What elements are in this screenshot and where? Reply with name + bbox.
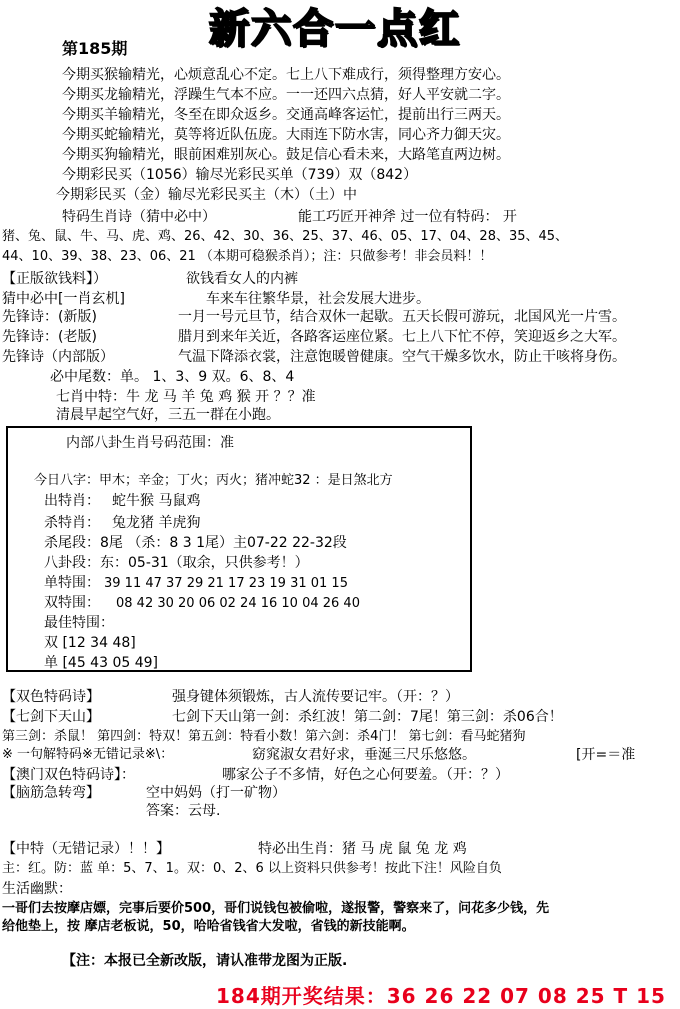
- humor-label: 生活幽默：: [2, 881, 72, 897]
- genuine-label: 【正版欲钱料】）: [2, 271, 107, 287]
- notice: 【注：本报已全新改版，请认准带龙图为正版.: [62, 953, 348, 969]
- pioneer-old-label: 先锋诗：(老版): [2, 329, 97, 345]
- tail-numbers: 必中尾数：单。 1、3、9 双。6、8、4: [50, 369, 295, 385]
- mystery-text: 车来车往繁华景，社会发展大进步。: [206, 291, 430, 307]
- macau-label: 【澳门双色特码诗】：: [2, 767, 135, 783]
- bazi-line: 今日八字：甲木；辛金；丁火；丙火；猪冲蛇32 ：是日煞北方: [34, 473, 393, 488]
- seven-swords-text: 七剑下天山第一剑：杀红波！第二剑：7尾！第三剑：杀06合！: [172, 709, 563, 725]
- dante-value: 39 11 47 37 29 21 17 23 19 31 01 15: [104, 576, 348, 591]
- one-line-label: ※ 一句解特码※无错记录※\：: [2, 747, 174, 762]
- best-label: 最佳特围：: [44, 615, 114, 631]
- double-color-text: 强身键体须锻炼，古人流传要记牢。（开：？）: [172, 689, 459, 705]
- page-title: 新六合一点红: [209, 6, 461, 52]
- seven-zodiac: 七肖中特：牛 龙 马 羊 兔 鸡 猴 开 ？？准: [56, 389, 316, 405]
- pioneer-new-text: 一月一号元旦节，结合双休一起歇。五天长假可游玩，北国风光一片雪。: [178, 309, 626, 325]
- humor-text-2: 给他垫上，按 摩店老板说，50，哈哈省钱省大发啦，省钱的新技能啊。: [2, 919, 415, 934]
- lottery-line-1: 今期彩民买（1056）输尽光彩民买单（739）双（842）: [62, 167, 418, 183]
- number-list-1: 猪、兔、鼠、牛、马、虎、鸡、26、42、30、36、25、37、46、05、17、04、28、35、45、: [2, 229, 569, 244]
- seven-swords-line2: 第三剑：杀鼠！ 第四剑：特双！第五剑：特看小数！第六剑：杀4门！ 第七剑：看马蛇猪狗: [2, 729, 526, 744]
- number-list-2: 44、10、39、38、23、06、21 （本期可稳猴杀肖）；注：只做参考！非会员料！！: [2, 249, 493, 264]
- macau-text: 哪家公子不多情，好色之心何要羞。（开：？）: [222, 767, 509, 783]
- special-poem-text: 能工巧匠开神斧 过一位有特码： 开: [298, 209, 517, 225]
- bagua-line: 八卦段：东：05-31（取余，只供参考！）: [44, 555, 309, 571]
- shate-value: 兔龙猪 羊虎狗: [112, 515, 201, 531]
- issue-number: 第185期: [62, 39, 128, 58]
- shate-label: 杀特肖：: [44, 515, 100, 531]
- double-color-label: 【双色特码诗】: [2, 689, 100, 705]
- poem-line: 今期买猴输精光，心烦意乱心不定。七上八下难成行，须得整理方安心。: [62, 67, 510, 83]
- main-defend-line: 主：红。防：蓝 单：5、7、1。双：0、2、6 以上资料只供参考！按此下注！风险自负: [2, 861, 502, 876]
- chute-label: 出特肖：: [44, 493, 100, 509]
- pioneer-inner-label: 先锋诗（内部版）: [2, 349, 114, 365]
- special-zodiac: 特必出生肖：猪 马 虎 鼠 兔 龙 鸡: [258, 841, 467, 857]
- riddle-text: 空中妈妈（打一矿物）: [146, 785, 286, 801]
- riddle-label: 【脑筋急转弯】: [2, 785, 100, 801]
- pioneer-inner-text: 气温下降添衣裳，注意饱暖曾健康。空气干燥多饮水，防止干咳将身伤。: [178, 349, 626, 365]
- box-title: 内部八卦生肖号码范围：准: [66, 435, 234, 451]
- poem-line: 今期买蛇输精光，莫等将近队伍庞。大雨连下防水害，同心齐力御天灾。: [62, 127, 510, 143]
- one-line-text: 窈窕淑女君好求，垂涎三尺乐悠悠。: [252, 747, 476, 763]
- lottery-line-2: 今期彩民买（金）输尽光彩民买主（木）（土）中: [56, 187, 357, 203]
- dante-label: 单特围：: [44, 575, 100, 591]
- mystery-label: 猜中必中[一肖玄机]: [2, 291, 125, 307]
- poem-line: 今期买羊输精光，冬至在即众返乡。交通高峰客运忙，提前出行三两天。: [62, 107, 510, 123]
- morning-line: 清晨早起空气好，三五一群在小跑。: [56, 407, 280, 423]
- genuine-text: 欲钱看女人的内裤: [186, 271, 298, 287]
- poem-line: 今期买龙输精光，浮躁生气本不应。一一还四六点猜，好人平安就二字。: [62, 87, 510, 103]
- shuangte-label: 双特围：: [44, 595, 100, 611]
- seven-swords-label: 【七剑下天山】: [2, 709, 100, 725]
- special-label: 【中特（无错记录）！！】: [2, 841, 170, 857]
- shawei-line: 杀尾段：8尾 （杀：8 3 1尾）主07-22 22-32段: [44, 535, 347, 551]
- poem-line: 今期买狗输精光，眼前困难别灰心。鼓足信心看未来，大路笔直两边树。: [62, 147, 510, 163]
- chute-value: 蛇牛猴 马鼠鸡: [112, 493, 201, 509]
- humor-text-1: 一哥们去按摩店嫖，完事后要价500，哥们说钱包被偷啦，遂报警，警察来了，问花多少钱，先: [2, 901, 550, 916]
- special-poem-label: 特码生肖诗（猜中必中）: [62, 209, 216, 225]
- pioneer-new-label: 先锋诗：(新版): [2, 309, 97, 325]
- best-even: 双 [12 34 48]: [44, 635, 136, 651]
- best-odd: 单 [45 43 05 49]: [44, 655, 158, 671]
- riddle-answer: 答案：云母.: [146, 803, 221, 819]
- draw-result: 184期开奖结果：36 26 22 07 08 25 T 15: [216, 984, 666, 1008]
- one-line-result: [开=＝准: [576, 747, 636, 763]
- pioneer-old-text: 腊月到来年关近，各路客运座位紧。七上八下忙不停，笑迎返乡之大军。: [178, 329, 626, 345]
- shuangte-value: 08 42 30 20 06 02 24 16 10 04 26 40: [116, 596, 360, 611]
